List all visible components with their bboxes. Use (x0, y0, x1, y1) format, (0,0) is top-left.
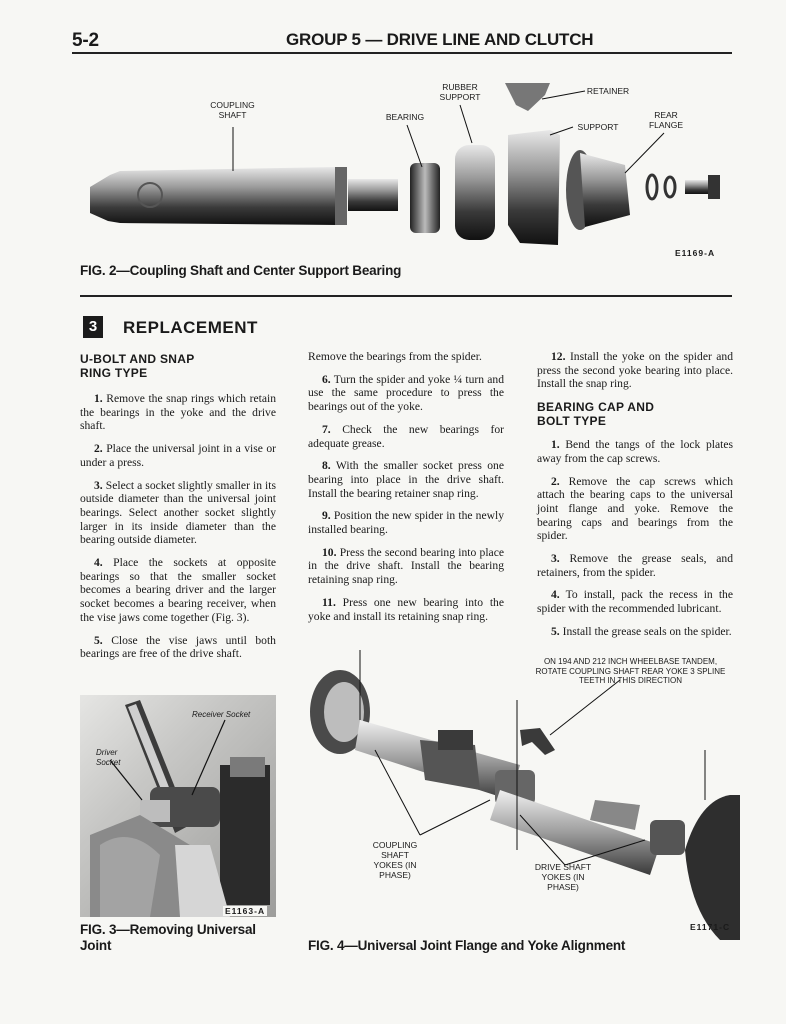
callout-coupling-shaft: COUPLING SHAFT (210, 100, 255, 120)
fig4-caption: FIG. 4—Universal Joint Flange and Yoke Alignment (308, 938, 626, 953)
col1-step-4: 4. Place the sockets at opposite bearings so that the smaller socket becomes a bearing driver and the larger socket becomes a bearing receiver, when the vise jaws come together (Fig. 3). (80, 556, 276, 624)
spline-shape (348, 179, 398, 211)
col3-heading: BEARING CAP AND BOLT TYPE (537, 400, 655, 429)
col3-step-5: 5. Install the grease seals on the spider. (551, 624, 732, 638)
col1-step-2: 2. Place the universal joint in a vise or under a press. (80, 442, 277, 469)
fig4-illustration (300, 650, 740, 940)
fig2-drawing (80, 75, 740, 255)
col3-step-3: 3. Remove the grease seals, and retainers, from the spider. (537, 552, 733, 579)
fig4-code: E1171-C (690, 922, 731, 932)
coupling-shaft-shape (90, 167, 338, 225)
col1-step-3: 3. Select a socket slightly smaller in its outside diameter than the universal joint bearings. Select another socket slightly larger in its inside diameter than the bearing outside diameter. (80, 478, 276, 547)
fig3-receiver-label: Receiver Socket (192, 710, 251, 719)
col2-intro: Remove the bearings from the spider. (308, 350, 482, 363)
page-header-title: GROUP 5 — DRIVE LINE AND CLUTCH (286, 30, 594, 49)
fig2-rule (80, 295, 732, 297)
page-number: 5-2 (72, 30, 99, 51)
fig3-caption: FIG. 3—Removing Universal Joint (80, 922, 256, 953)
fig4-coupling-yokes-label: COUPLING SHAFT YOKES (IN PHASE) (372, 840, 418, 880)
col2-step-10: 10. Press the second bearing into place in the drive shaft. Install the bearing retaining snap ring. (308, 545, 504, 587)
callout-support: SUPPORT (577, 122, 619, 132)
col1-heading: U-BOLT AND SNAP RING TYPE (80, 352, 195, 380)
retainer-shape (505, 83, 550, 111)
col3-step-12: 12. Install the yoke on the spider and press the second yoke bearing into place. Install the snap ring. (537, 350, 733, 391)
fig4-drawing (300, 650, 740, 940)
fig4-note: ON 194 AND 212 INCH WHEELBASE TANDEM, ROTATE COUPLING SHAFT REAR YOKE 3 SPLINE TEETH IN THIS DIRECTION (535, 657, 726, 685)
fig2-code: E1169-A (675, 248, 716, 258)
fig3-drawing (80, 695, 276, 917)
col1-step-5: 5. Close the vise jaws until both bearings are free of the drive shaft. (80, 633, 276, 661)
fig2-caption: FIG. 2—Coupling Shaft and Center Support Bearing (80, 263, 402, 278)
fig4-drive-yokes-label: DRIVE SHAFT YOKES (IN PHASE) (534, 862, 592, 892)
rubber-support-shape (455, 145, 495, 240)
col3-step-2: 2. Remove the cap screws which attach the bearing caps to the universal joint flange and yoke. Remove the bearing caps and bearings from the spider. (537, 474, 733, 543)
fig3-driver-label: Driver Socket (96, 748, 121, 767)
col3-step-1: 1. Bend the tangs of the lock plates away from the cap screws. (537, 438, 733, 465)
callout-bearing: BEARING (385, 112, 425, 122)
col2-step-9: 9. Position the new spider in the newly installed bearing. (308, 509, 504, 537)
callout-retainer: RETAINER (586, 86, 630, 96)
col2-step-6: 6. Turn the spider and yoke ¼ turn and use the same procedure to press the bearings out of the yoke. (308, 372, 504, 414)
column-3 (537, 350, 733, 648)
support-shape (508, 130, 560, 245)
column-1 (80, 352, 276, 670)
callout-rubber-support: RUBBER SUPPORT (439, 82, 481, 102)
column-2 (308, 350, 504, 632)
fig3-code: E1163-A (225, 906, 266, 916)
callout-rear-flange: REAR FLANGE (648, 110, 683, 130)
section-title: REPLACEMENT (123, 318, 258, 337)
bearing-shape (410, 163, 440, 233)
header-rule (72, 52, 732, 54)
col2-step-7: 7. Check the new bearings for adequate grease. (308, 422, 504, 450)
section-number-box: 3 (83, 316, 103, 338)
fig2-illustration (80, 75, 740, 255)
col1-step-1: 1. Remove the snap rings which retain the bearings in the yoke and the drive shaft. (80, 392, 276, 433)
fig3-photo (80, 695, 276, 917)
col3-step-4: 4. To install, pack the recess in the spider with the recommended lubricant. (537, 588, 733, 616)
col2-step-11: 11. Press one new bearing into the yoke and install its retaining snap ring. (308, 595, 504, 623)
col2-step-8: 8. With the smaller socket press one bearing into place in the drive shaft. Install the bearing retainer snap ring. (308, 459, 504, 500)
